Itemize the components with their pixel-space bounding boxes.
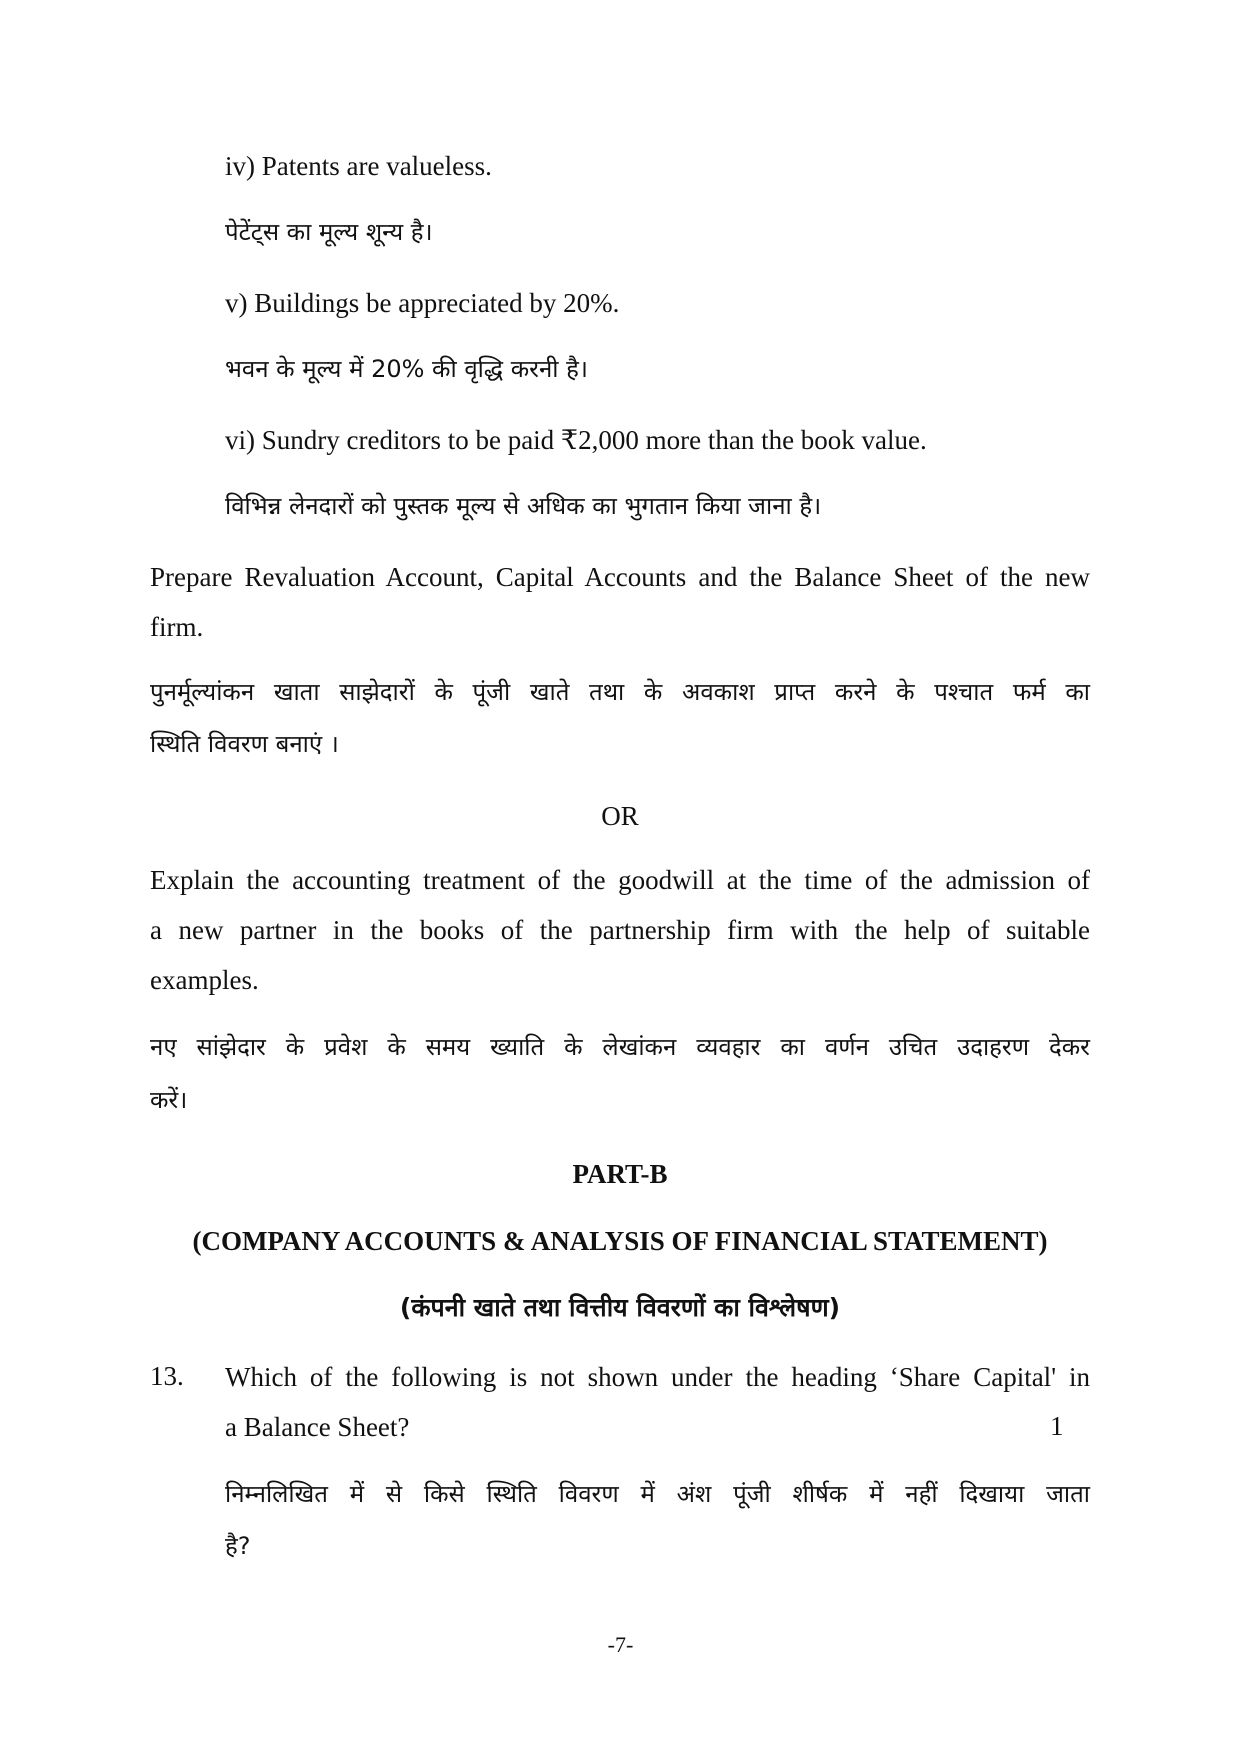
prepare-en-line1: Prepare Revaluation Account, Capital Accounts and the Balance Sheet of the new	[150, 562, 1090, 592]
or-label: OR	[601, 801, 639, 831]
goodwill-hi-line1: नए सांझेदार के प्रवेश के समय ख्याति के लेखांकन व्यवहार का वर्णन उचित उदाहरण देकर	[150, 1033, 1090, 1061]
goodwill-en-line2: a new partner in the books of the partnership firm with the help of suitable	[150, 915, 1090, 945]
page-number: -7-	[607, 1632, 634, 1657]
goodwill-en-line1: Explain the accounting treatment of the goodwill at the time of the admission of	[150, 865, 1090, 895]
goodwill-en-line3: examples.	[150, 965, 259, 995]
prepare-en-line2: firm.	[150, 612, 204, 642]
part-subtitle-en: (COMPANY ACCOUNTS & ANALYSIS OF FINANCIAL STATEMENT)	[192, 1226, 1048, 1256]
question-13-hi-line1: निम्नलिखित में से किसे स्थिति विवरण में अंश पूंजी शीर्षक में नहीं दिखाया जाता	[225, 1480, 1090, 1508]
item-iv-en: iv) Patents are valueless.	[225, 151, 492, 181]
goodwill-hi-line2: करें।	[150, 1086, 188, 1114]
part-subtitle-hi: (कंपनी खाते तथा वित्तीय विवरणों का विश्लेषण)	[399, 1293, 841, 1322]
item-v-en: v) Buildings be appreciated by 20%.	[225, 288, 620, 318]
question-13-en-line1: Which of the following is not shown under the heading ‘Share Capital' in	[225, 1362, 1090, 1392]
question-13-hi-line2: है?	[225, 1532, 251, 1560]
part-title: PART-B	[572, 1159, 668, 1189]
item-vi-en: vi) Sundry creditors to be paid ₹2,000 more than the book value.	[225, 425, 927, 455]
item-iv-hi: पेटेंट्स का मूल्य शून्य है।	[225, 218, 433, 246]
question-13-marks: 1	[1050, 1411, 1064, 1441]
question-13-en-line2: a Balance Sheet?	[225, 1412, 410, 1442]
item-v-hi: भवन के मूल्य में 20% की वृद्धि करनी है।	[225, 355, 588, 383]
prepare-hi-line2: स्थिति विवरण बनाएं ।	[150, 730, 339, 758]
item-vi-hi: विभिन्न लेनदारों को पुस्तक मूल्य से अधिक का भुगतान किया जाना है।	[225, 492, 822, 520]
question-13-number: 13.	[150, 1361, 184, 1391]
prepare-hi-line1: पुनर्मूल्यांकन खाता साझेदारों के पूंजी खाते तथा के अवकाश प्राप्त करने के पश्चात फर्म का	[150, 678, 1090, 706]
